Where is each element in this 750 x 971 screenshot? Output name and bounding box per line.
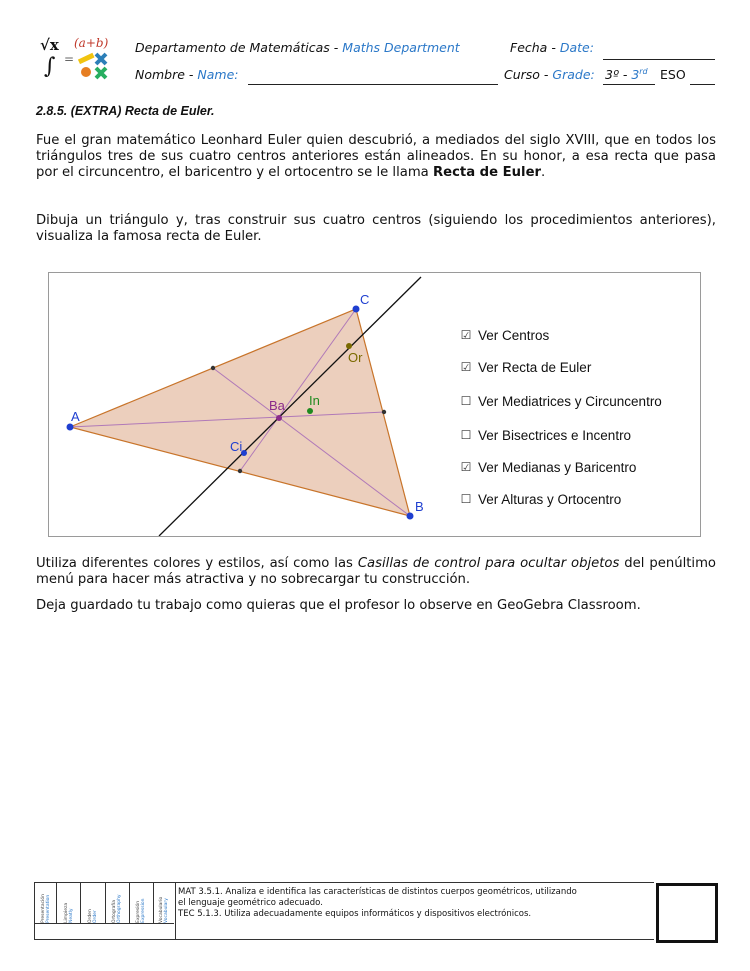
grade-level-underline <box>690 84 715 85</box>
curso-es: Curso <box>504 67 540 82</box>
dept-es: Departamento de Matemáticas <box>135 40 330 55</box>
para1-bold: Recta de Euler <box>432 165 542 180</box>
checkbox-label: Ver Medianas y Baricentro <box>478 459 637 475</box>
midpoint-ab <box>238 469 242 473</box>
separator: - <box>329 40 343 55</box>
grade-box[interactable] <box>656 883 718 943</box>
vertex-c[interactable] <box>353 306 360 313</box>
separator: - <box>547 40 560 55</box>
nombre-es: Nombre <box>135 67 185 82</box>
date-field[interactable] <box>603 59 715 60</box>
grade-es: 3º <box>605 67 619 83</box>
criterion-label: Orden <box>87 909 93 923</box>
label-incentro: In <box>309 393 320 408</box>
para1-text: Fue el gran matemático Leonhard Euler quien descubrió, a mediados del siglo XVIII, que en todos los triángulos tres de sus cuatro centros anteriores están alineados. En su honor, a esa recta que pasa por el circuncentro, el baricentro y el ortocentro se le llama <box>36 133 716 180</box>
section-title: 2.8.5. (EXTRA) Recta de Euler. <box>36 104 215 118</box>
vertex-b[interactable] <box>407 513 414 520</box>
checkbox-label: Ver Bisectrices e Incentro <box>478 427 632 443</box>
grade-label <box>504 67 595 82</box>
standard-tec: TEC 5.1.3. Utiliza adecuadamente equipos informáticos y dispositivos electrónicos. <box>178 909 532 919</box>
eq-logo-text: = <box>64 52 75 66</box>
checkbox-ver-centros[interactable] <box>460 319 662 351</box>
separator: - <box>618 67 632 83</box>
checkbox-box[interactable]: ☑ <box>460 327 472 342</box>
criterion-label-en: Order <box>92 910 98 923</box>
criterion-vocabulario <box>154 883 175 923</box>
standard-mat-cont: el lenguaje geométrico adecuado. <box>178 898 323 908</box>
paragraph-euler-intro <box>36 133 716 181</box>
separator: - <box>539 67 553 82</box>
separator: - <box>184 67 198 82</box>
criterion-ortografia <box>106 883 130 923</box>
paragraph-styles <box>36 556 716 588</box>
grade-level: ESO <box>660 67 686 82</box>
criterion-label-en: Presentation <box>45 894 51 923</box>
standards-text <box>178 887 658 920</box>
checkbox-ver-alturas[interactable] <box>460 483 662 515</box>
checkbox-ver-medianas[interactable] <box>460 451 662 483</box>
point-baricentro[interactable] <box>276 415 282 421</box>
criterion-label: Limpieza <box>63 902 69 923</box>
fecha-es: Fecha <box>510 40 548 55</box>
para3-text: Utiliza diferentes colores y estilos, así como las <box>36 556 358 571</box>
standard-mat: MAT 3.5.1. Analiza e identifica las características de distintos cuerpos geométricos, utilizando <box>178 887 577 897</box>
sqrt-logo-text: √x <box>40 36 59 54</box>
checkbox-label: Ver Mediatrices y Circuncentro <box>478 393 662 409</box>
date-label <box>510 40 594 55</box>
checkbox-box[interactable]: ☐ <box>460 491 472 506</box>
geogebra-figure[interactable] <box>48 272 701 537</box>
criterion-label: Vocabulario <box>159 896 165 923</box>
label-c: C <box>360 292 370 307</box>
para4-text: Deja guardado tu trabajo como quieras que el profesor lo observe en GeoGebra Classroom. <box>36 598 641 613</box>
checkbox-box[interactable]: ☐ <box>460 427 472 442</box>
checkbox-label: Ver Alturas y Ortocentro <box>478 491 622 507</box>
label-b: B <box>415 499 424 514</box>
grade-en-sup: rd <box>639 67 648 76</box>
integral-logo-text: ∫ <box>44 54 56 79</box>
label-baricentro: Ba <box>269 398 285 413</box>
para3-italic: Casillas de control para ocultar objetos <box>357 556 620 571</box>
paragraph-instructions <box>36 213 716 245</box>
para2-text: Dibuja un triángulo y, tras construir sus cuatro centros (siguiendo los procedimientos anteriores), visualiza la famosa recta de Euler. <box>36 213 716 244</box>
nombre-en: Name: <box>197 67 239 82</box>
midpoint-ac <box>211 366 215 370</box>
name-field[interactable] <box>248 84 498 85</box>
checkbox-box[interactable]: ☐ <box>460 393 472 408</box>
criterion-orden <box>81 883 105 923</box>
checkbox-ver-recta-euler[interactable] <box>460 351 662 383</box>
department-line <box>135 40 460 55</box>
criterion-label: Ortografía <box>112 900 118 923</box>
pencil-cross-icon <box>76 50 112 80</box>
label-ortocentro: Or <box>348 350 363 365</box>
label-circuncentro: Ci <box>230 439 243 454</box>
triangle-abc <box>70 309 410 516</box>
checkbox-panel <box>460 319 662 515</box>
criterion-label: Expresión <box>136 900 142 923</box>
vertex-a[interactable] <box>67 424 74 431</box>
criterion-label-en: Neatly <box>68 908 74 923</box>
checkbox-box[interactable]: ☑ <box>460 359 472 374</box>
checkbox-label: Ver Recta de Euler <box>478 359 592 375</box>
checkbox-ver-mediatrices[interactable] <box>460 383 662 419</box>
criterion-label-en: Expression <box>141 898 147 923</box>
criteria-grid <box>34 882 176 940</box>
para1-end: . <box>541 165 546 180</box>
dept-en: Maths Department <box>342 40 460 55</box>
midpoint-bc <box>382 410 386 414</box>
criterion-label-en: Vocabulary <box>164 898 170 923</box>
criterion-limpieza <box>57 883 81 923</box>
ab-logo-text: (a+b) <box>74 36 109 50</box>
criterion-label: Presentación <box>40 894 46 923</box>
label-a: A <box>71 409 80 424</box>
criterion-label-en: Orthography <box>117 894 123 923</box>
para3-end: del penúltimo menú para hacer más atractiva y no sobrecargar tu construcción. <box>36 556 716 587</box>
checkbox-box[interactable]: ☑ <box>460 459 472 474</box>
point-ortocentro[interactable] <box>346 343 352 349</box>
assessment-footer <box>34 882 716 942</box>
criteria-score-row <box>34 923 174 924</box>
point-incentro[interactable] <box>307 408 313 414</box>
math-logo <box>36 36 116 82</box>
name-label <box>135 67 239 82</box>
fecha-en: Date: <box>559 40 594 55</box>
grade-field-underline <box>603 84 655 85</box>
grade-en: 3 <box>631 67 640 83</box>
criterion-expresion <box>130 883 154 923</box>
criterion-presentacion <box>35 883 57 923</box>
checkbox-label: Ver Centros <box>478 327 550 343</box>
curso-en: Grade: <box>552 67 595 82</box>
grade-value <box>605 67 648 82</box>
paragraph-save <box>36 598 716 614</box>
checkbox-ver-bisectrices[interactable] <box>460 419 662 451</box>
